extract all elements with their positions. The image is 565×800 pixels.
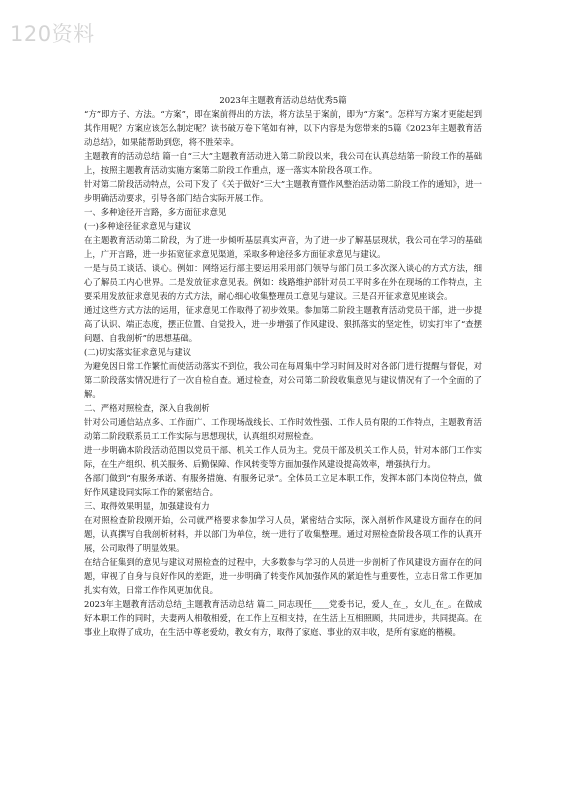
subsection-heading: (二)切实落实征求意见与建议 (84, 347, 192, 357)
paragraph: 在主题教育活动第二阶段，为了进一步倾听基层真实声音，为了进一步了解基层现状，我公司在学习的基础上，广开言路，进一步拓宽征求意见渠道，采取多种途径多方面征求意见与建议。 (84, 235, 482, 259)
section-heading: 三、取得效果明显，加强建设有力 (84, 501, 210, 511)
paragraph: 进一步明确本阶段活动范围以党员干部、机关工作人员为主。党员干部及机关工作人员，针对本部门工作实际，在生产组织、机关服务、后勤保障、作风转变等方面加强作风建设提高效率，增强执行力。 (84, 445, 482, 469)
paragraph: 在对照检查阶段刚开始，公司就严格要求参加学习人员，紧密结合实际，深入剖析作风建设方面存在的问题，认真撰写自我剖析材料，并以部门为单位，统一进行了收集整理。通过对照检查阶段各项工作的认真开展，公司取得了明显效果。 (84, 515, 482, 553)
document-body (84, 93, 482, 639)
subsection-heading: (一)多种途径征求意见与建议 (84, 221, 192, 231)
watermark-logo: 120资料 (10, 22, 95, 46)
document-title: 2023年主题教育活动总结优秀5篇 (219, 95, 347, 105)
paragraph: 针对第二阶段活动特点，公司下发了《关于做好“三大”主题教育暨作风整治活动第二阶段工作的通知》，进一步明确活动要求，引导各部门结合实际开展工作。 (84, 179, 482, 203)
paragraph: 一是与员工谈话、谈心。例如：网络运行部主要运用采用部门领导与部门员工多次深入谈心的方式方法，细心了解员工内心世界。二是发放征求意见表。例如：线路维护部针对员工平时多在外在现场的工作特点，主要采用发放征求意见表的方式方法，耐心细心收集整理员工意见与建议。三是召开征求意见座谈会。 (84, 263, 482, 301)
section-heading: 一、多种途径开言路，多方面征求意见 (84, 207, 227, 217)
paragraph-intro: “方”即方子、方法。“方案”，即在案前得出的方法，将方法呈于案前，即为“方案”。怎样写方案才更能起到其作用呢？方案应该怎么制定呢？读书破万卷下笔如有神，以下内容是为您带来的5篇《2023年主题教育活动总结》，如果能帮助到您，将不胜荣幸。 (84, 109, 482, 147)
paragraph: 在结合征集到的意见与建议对照检查的过程中，大多数参与学习的人员进一步剖析了作风建设方面存在的问题，审视了自身与良好作风的差距，进一步明确了转变作风加强作风的紧迫性与重要性，立志日常工作更加扎实有效，日常工作作风更加优良。 (84, 557, 482, 595)
paragraph-part-one: 主题教育的活动总结 篇一自“三大”主题教育活动进入第二阶段以来，我公司在认真总结第一阶段工作的基础上，按照主题教育活动实施方案第二阶段工作重点，逐一落实本阶段各项工作。 (84, 151, 482, 175)
section-heading: 二、严格对照检查，深入自我剖析 (84, 403, 210, 413)
paragraph-part-two: 2023年主题教育活动总结_主题教育活动总结 篇二_同志现任____党委书记，爱人_在_，女儿_在_。在做成好本职工作的同时，夫妻两人相敬相爱，在工作上互相支持，在生活上互相照顾，共同进步，共同提高。在事业上取得了成功，在生活中尊老爱幼，教女有方，取得了家庭、事业的双丰收，是所有家庭的楷模。 (84, 599, 482, 637)
paragraph: 为避免因日常工作繁忙而使活动落实不到位，我公司在每周集中学习时间及时对各部门进行提醒与督促，对第二阶段落实情况进行了一次自检自查。通过检查，对公司第二阶段收集意见与建议情况有了一个全面的了解。 (84, 361, 482, 399)
paragraph: 通过这些方式方法的运用，征求意见工作取得了初步效果。参加第二阶段主题教育活动党员干部，进一步提高了认识、端正态度，摆正位置、自觉投入，进一步增强了作风建设、狠抓落实的坚定性，切实打牢了“查摆问题、自我剖析”的思想基础。 (84, 305, 482, 343)
paragraph: 各部门做到“有服务承诺、有服务措施、有服务记录”。全体员工立足本职工作，发挥本部门本岗位特点，做好作风建设同实际工作的紧密结合。 (84, 473, 482, 497)
paragraph: 针对公司通信站点多、工作面广、工作现场战线长、工作时效性强、工作人员有限的工作特点，主题教育活动第二阶段联系员工工作实际与思想现状，认真组织对照检查。 (84, 417, 482, 441)
